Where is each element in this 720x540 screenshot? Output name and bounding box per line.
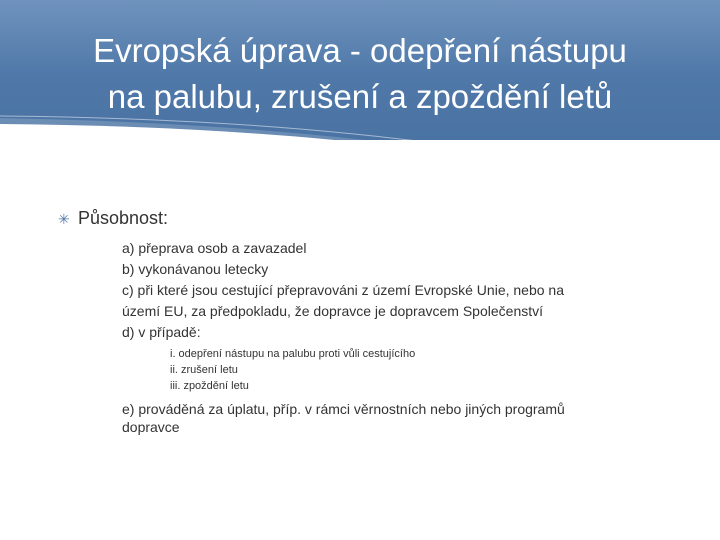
slide-title-line-2: na palubu, zrušení a zpoždění letů [107,78,613,115]
list-item-c-line-1: c) při které jsou cestující přepravováni z území Evropské Unie, nebo na [122,282,564,298]
slide-content [58,206,678,436]
heading-item [58,206,678,230]
case-item-i: i. odepření nástupu na palubu proti vůli cestujícího [170,348,416,360]
list-item-d: d) v případě: [122,324,201,340]
slide-title [0,28,720,120]
case-item-iii: iii. zpoždění letu [170,380,249,392]
list-item-c-line-2: území EU, za předpokladu, že dopravce je dopravcem Společenství [122,303,544,319]
slide-title-line-1: Evropská úprava - odepření nástupu [93,32,627,69]
scope-list [122,238,678,343]
list-item-b: b) vykonávanou letecky [122,261,269,277]
list-item-e-line-1: e) prováděná za úplatu, příp. v rámci věrnostních nebo jiných programů [122,401,565,417]
case-item-ii: ii. zrušení letu [170,364,238,376]
list-item-a: a) přeprava osob a zavazadel [122,240,307,256]
title-band [0,0,720,140]
list-item-e [122,400,678,436]
asterisk-bullet-icon: ✳ [58,211,70,227]
list-item-e-line-2: dopravce [122,419,180,435]
case-list [170,346,678,394]
heading-text: Působnost: [78,208,169,228]
